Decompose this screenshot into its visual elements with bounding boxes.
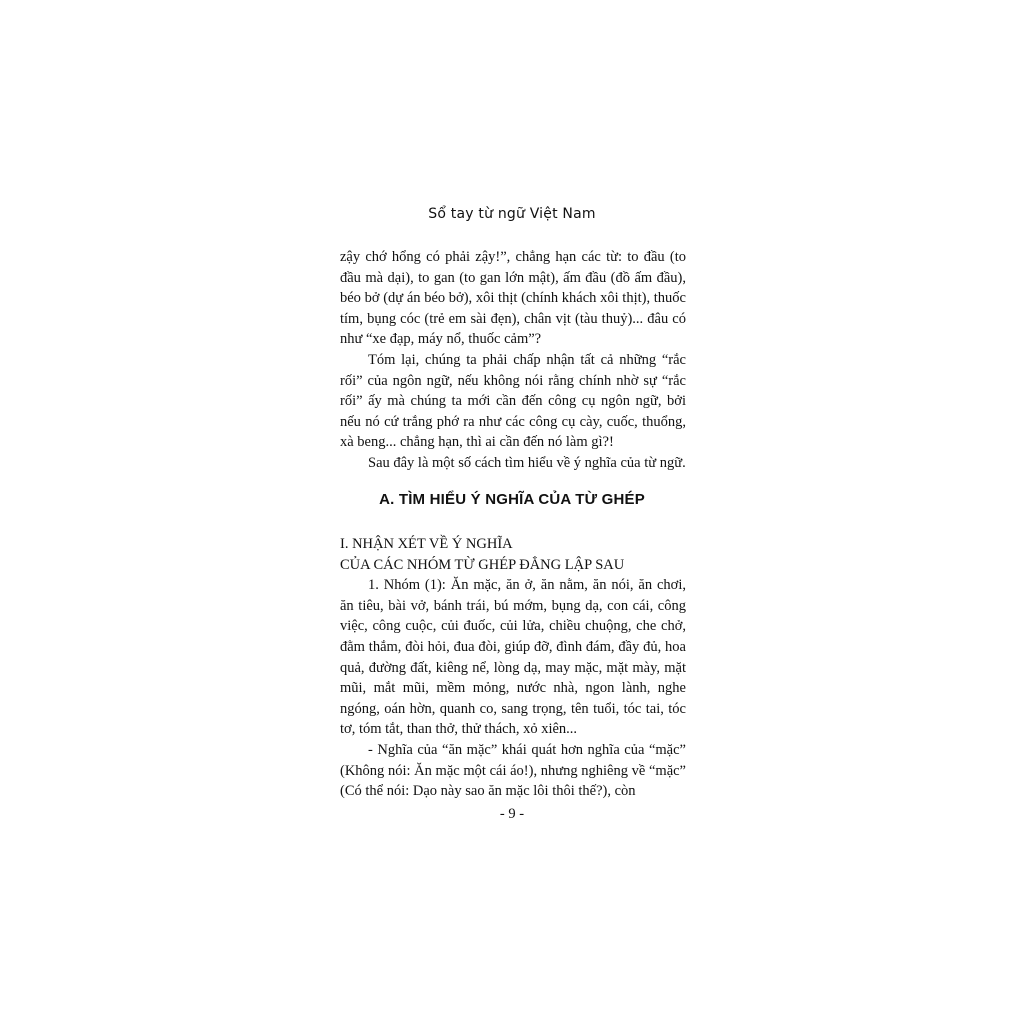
running-header: Sổ tay từ ngữ Việt Nam: [428, 206, 596, 222]
subsection-heading: I. NHẬN XÉT VỀ Ý NGHĨA: [340, 536, 513, 552]
subsection-heading: CỦA CÁC NHÓM TỪ GHÉP ĐẲNG LẬP SAU: [340, 556, 625, 573]
body-block-bottom: [340, 534, 686, 802]
page-number: - 9 -: [499, 806, 525, 822]
paragraph: Sau đây là một số cách tìm hiểu về ý nghĩa của từ ngữ.: [368, 454, 686, 471]
paragraph: - Nghĩa của “ăn mặc” khái quát hơn nghĩa của “mặc” (Không nói: Ăn mặc một cái áo!), nhưng nghiêng về “mặc” (Có thể nói: Dạo này sao ăn mặc lôi thôi thế?), còn: [340, 741, 686, 800]
paragraph: 1. Nhóm (1): Ăn mặc, ăn ở, ăn nằm, ăn nói, ăn chơi, ăn tiêu, bài vở, bánh trái, bú mớm, bụng dạ, con cái, công việc, công cuộc, củi đuốc, củi lửa, chiều chuộng, che chở, đằm thắm, đòi hỏi, đua đòi, giúp đỡ, đình đám, đầy đủ, hoa quả, đường đất, kiêng nể, lòng dạ, may mặc, mặt mày, mặt mũi, mắt mũi, mềm mỏng, nước nhà, ngon lành, nghe ngóng, oán hờn, quanh co, sang trọng, tên tuổi, tóc tai, tóc tơ, tóm tắt, than thở, thử thách, xỏ xiên...: [340, 577, 686, 738]
paragraph: zậy chớ hổng có phải zậy!”, chẳng hạn các từ: to đầu (to đầu mà dại), to gan (to gan lớn mật), ấm đầu (đồ ấm đầu), béo bở (dự án béo bở), xôi thịt (chính khách xôi thịt), thuốc tím, bụng cóc (trẻ em sài đẹn), chân vịt (tàu thuỷ)... đâu có như “xe đạp, máy nổ, thuốc cảm”?: [340, 249, 686, 348]
paragraph: Tóm lại, chúng ta phải chấp nhận tất cả những “rắc rối” của ngôn ngữ, nếu không nói rằng chính nhờ sự “rắc rối” ấy mà chúng ta mới cần đến công cụ ngôn ngữ, bởi nếu nó cứ trắng phớ ra như các công cụ cày, cuốc, thuổng, xà beng... chẳng hạn, thì ai cần đến nó làm gì?!: [340, 351, 686, 451]
section-heading: A. TÌM HIỂU Ý NGHĨA CỦA TỪ GHÉP: [379, 491, 645, 508]
body-block-top: [340, 247, 686, 474]
